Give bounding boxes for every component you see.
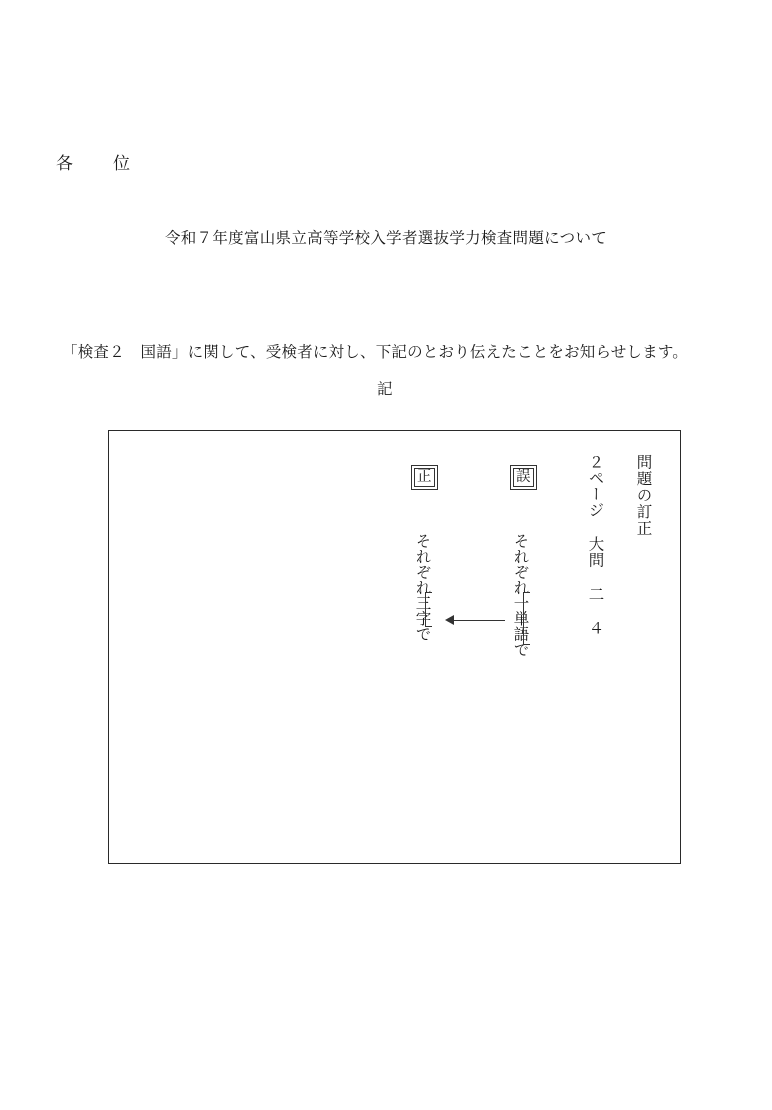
section-ref: 大問 bbox=[586, 536, 605, 568]
notice-text: 「検査２ 国語」に関して、受検者に対し、下記のとおり伝えたことをお知らせします。 bbox=[62, 343, 688, 361]
item-number: ４ bbox=[586, 620, 605, 636]
right-bracket bbox=[425, 592, 432, 627]
addressee bbox=[56, 149, 130, 174]
correction-heading: 問題の訂正 bbox=[634, 454, 653, 537]
page-ref: ２ページ bbox=[586, 454, 605, 518]
correction-location bbox=[587, 454, 603, 636]
correction-arrow-line bbox=[452, 620, 505, 621]
wrong-bracket bbox=[523, 592, 530, 645]
question-number: 二 bbox=[586, 586, 605, 602]
wrong-label: 誤 bbox=[513, 468, 534, 487]
addressee-char-1: 各 bbox=[56, 154, 73, 174]
arrow-left-icon bbox=[445, 615, 454, 625]
wrong-text: それぞれ一単語で bbox=[511, 533, 530, 657]
ki-heading: 記 bbox=[377, 380, 393, 398]
addressee-char-2: 位 bbox=[113, 154, 130, 174]
document-title: 令和７年度富山県立高等学校入学者選抜学力検査問題について bbox=[164, 229, 608, 247]
right-label: 正 bbox=[414, 468, 435, 487]
right-text: それぞれ三字で bbox=[413, 533, 432, 642]
